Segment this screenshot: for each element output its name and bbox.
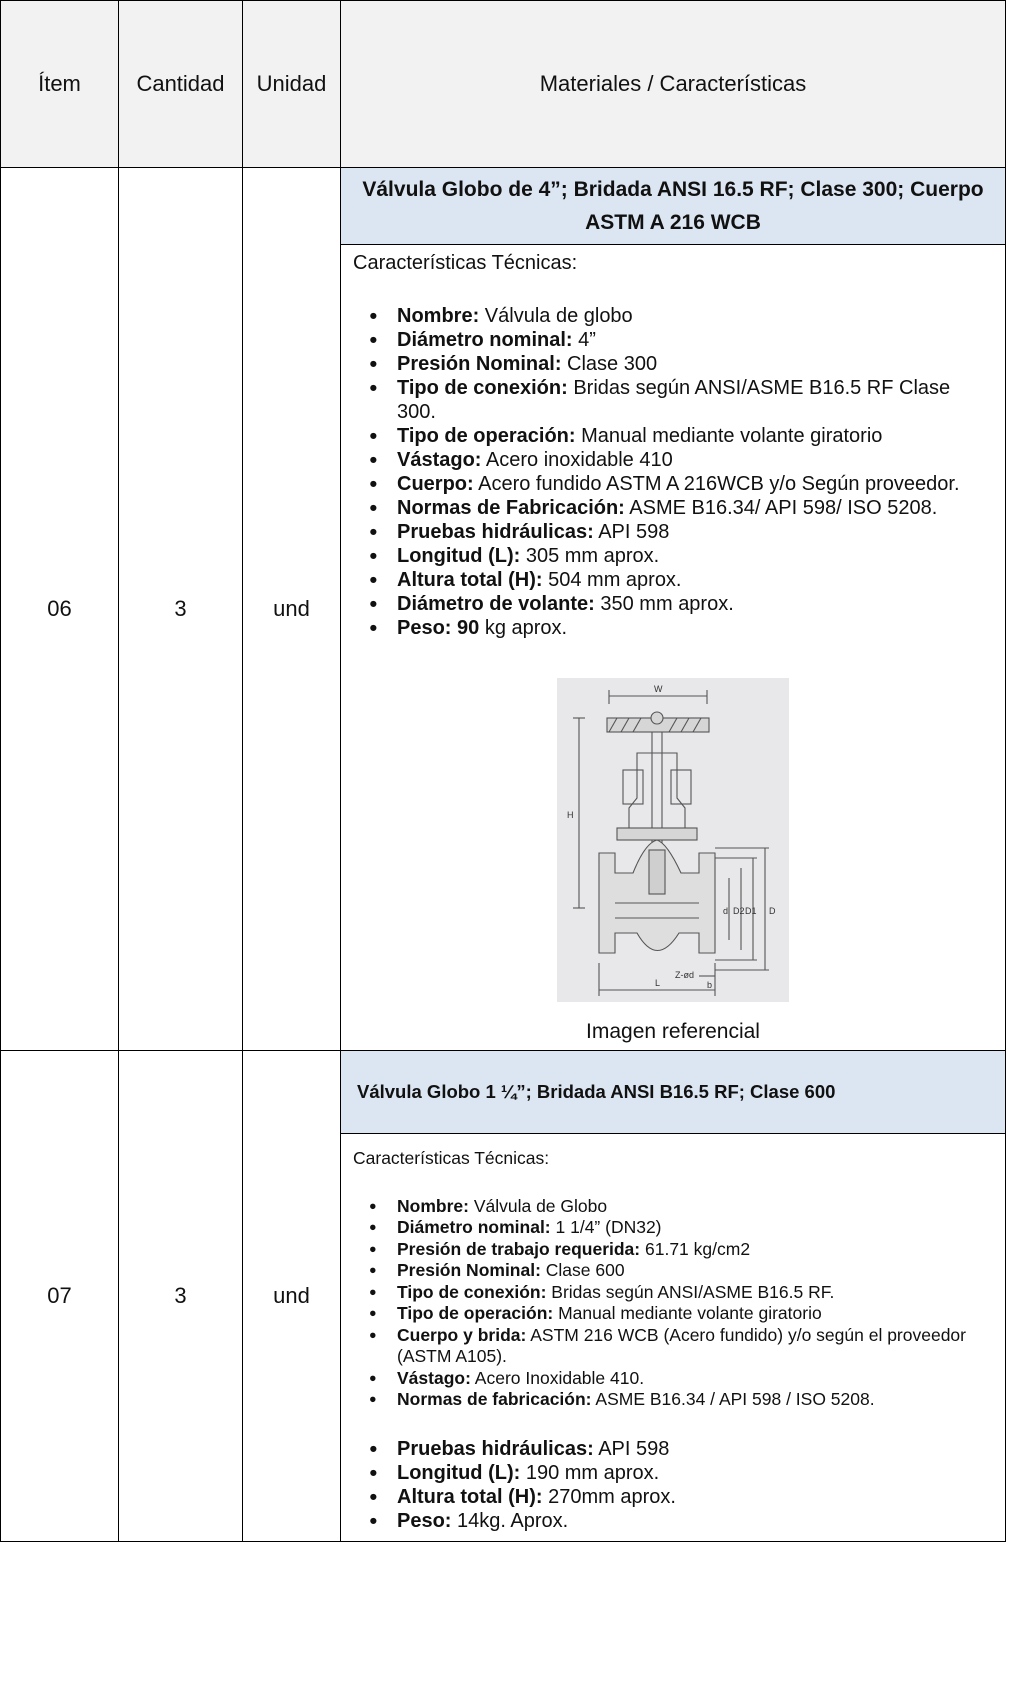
spec-label: Tipo de operación: [397,1303,554,1323]
spec-label: Altura total (H): [397,1485,543,1508]
dim-label-d2: D2 [733,906,745,916]
dim-label-d1: D1 [745,906,757,916]
spec-label: Cuerpo y brida: [397,1324,527,1345]
spec-value: Clase 600 [540,1260,625,1280]
spec-item [353,496,993,520]
spec-label: Nombre: [397,1195,469,1216]
spec-item [353,1325,993,1368]
spec-item [353,1196,993,1218]
spec-value: Acero fundido ASTM A 216WCB y/o Según proveedor. [473,473,960,495]
row-quantity: 3 [119,168,243,1051]
spec-value: 305 mm aprox. [520,545,660,567]
dim-label-l: L [655,978,661,988]
spec-label: Tipo de conexión: [397,1281,547,1302]
spec-label: Normas de fabricación: [397,1389,592,1409]
spec-item [353,1509,993,1533]
spec-list [353,1196,993,1411]
spec-label: Altura total (H): [397,569,543,591]
spec-value: 350 mm aprox. [594,593,734,615]
spec-label: Diámetro nominal: [397,1217,551,1237]
dim-label-h: H [567,810,574,820]
row-unit: und [243,1051,341,1542]
spec-value: 61.71 kg/cm2 [640,1238,751,1259]
spec-item [353,352,993,376]
row-description [341,1134,1005,1541]
spec-item [353,1437,993,1461]
spec-label: Pruebas hidráulicas: [397,521,594,543]
spec-value: Válvula de globo [479,305,633,327]
spec-value: ASTM 216 WCB (Acero fundido) y/o según el proveedor (ASTM A105). [397,1324,966,1366]
spec-label: Vástago: [397,1367,471,1388]
spec-value: kg aprox. [479,617,568,639]
row-description [341,245,1005,1050]
spec-item [353,1461,993,1485]
spec-value: Clase 300 [561,353,658,375]
spec-label: Peso: [397,1509,452,1532]
dim-label-z-d: Z-ød [675,970,694,980]
row-item-number: 07 [1,1051,119,1542]
spec-list-large [353,1437,993,1541]
spec-label: Pruebas hidráulicas: [397,1437,594,1460]
dim-label-w: W [654,684,663,694]
spec-label: Longitud (L): [397,545,521,567]
spec-item [353,520,993,544]
spec-value: 270mm aprox. [542,1485,676,1508]
spec-value: 1 1/4” (DN32) [550,1217,662,1237]
spec-label: Presión Nominal: [397,1260,541,1280]
spec-label: Presión Nominal: [397,353,562,375]
spec-value: Bridas según ANSI/ASME B16.5 RF Clase 300. [397,377,951,423]
spec-item [353,1485,993,1509]
dim-label-d: D [769,906,776,916]
spec-item [353,328,993,352]
spec-label: Tipo de operación: [397,425,576,447]
spec-value: ASME B16.34/ API 598/ ISO 5208. [624,497,938,519]
spec-label: Presión de trabajo requerida: [397,1238,641,1259]
spec-label: Normas de Fabricación: [397,497,625,519]
spec-value: ASME B16.34 / API 598 / ISO 5208. [591,1389,875,1409]
spec-label: Vástago: [397,449,482,471]
spec-item [353,616,993,640]
spec-item [353,1239,993,1261]
spec-value: Acero Inoxidable 410. [470,1367,645,1388]
row-product-title [341,1051,1005,1134]
spec-item [353,1389,993,1411]
spec-label: Diámetro de volante: [397,593,595,615]
row-quantity: 3 [119,1051,243,1542]
spec-value: Acero inoxidable 410 [481,449,673,471]
spec-value: Manual mediante volante giratorio [553,1303,822,1323]
spec-value: API 598 [593,1437,670,1460]
header-quantity: Cantidad [119,1,243,168]
spec-value: Válvula de Globo [468,1195,608,1216]
row-unit: und [243,168,341,1051]
spec-label: Diámetro nominal: [397,329,573,351]
globe-valve-drawing [557,678,789,1002]
specs-intro: Características Técnicas: [353,252,578,274]
row-product-title: Válvula Globo de 4”; Bridada ANSI 16.5 RF; Clase 300; Cuerpo ASTM A 216 WCB [341,168,1005,245]
spec-label: Tipo de conexión: [397,377,568,399]
row-materials-cell [341,1051,1006,1542]
dim-label-b: b [707,980,713,990]
header-unit: Unidad [243,1,341,168]
spec-item [353,1303,993,1325]
table-header-row [1,1,1006,168]
spec-item [353,1260,993,1282]
table-row [1,168,1006,1051]
row-item-number: 06 [1,168,119,1051]
spec-item [353,424,993,448]
spec-value: API 598 [593,521,670,543]
spec-value: 504 mm aprox. [542,569,682,591]
spec-item [353,472,993,496]
spec-item [353,1368,993,1390]
spec-item [353,568,993,592]
spec-list [353,304,993,640]
dim-label-d-small: d [723,906,729,916]
table-row [1,1051,1006,1542]
spec-item [353,304,993,328]
spec-item [353,592,993,616]
spec-item [353,376,993,424]
specs-intro: Características Técnicas: [353,1148,550,1168]
spec-value: 14kg. Aprox. [451,1509,569,1532]
figure-caption: Imagen referencial [586,1020,760,1043]
spec-label: Peso: 90 [397,617,480,639]
spec-item [353,1282,993,1304]
spec-value: 190 mm aprox. [520,1461,660,1484]
header-item: Ítem [1,1,119,168]
spec-value: Bridas según ANSI/ASME B16.5 RF. [546,1281,835,1302]
header-materials: Materiales / Características [341,1,1006,168]
spec-label: Longitud (L): [397,1461,521,1484]
spec-label: Nombre: [397,305,480,327]
spec-item [353,448,993,472]
spec-item [353,544,993,568]
spec-value: 4” [572,329,596,351]
spec-value: Manual mediante volante giratorio [575,425,883,447]
spec-item [353,1217,993,1239]
spec-label: Cuerpo: [397,473,474,495]
row-materials-cell [341,168,1006,1051]
row-product-title-text: Válvula Globo 1 ¼”; Bridada ANSI B16.5 RF; Clase 600 [357,1081,836,1102]
figure-wrapper [353,678,993,1008]
